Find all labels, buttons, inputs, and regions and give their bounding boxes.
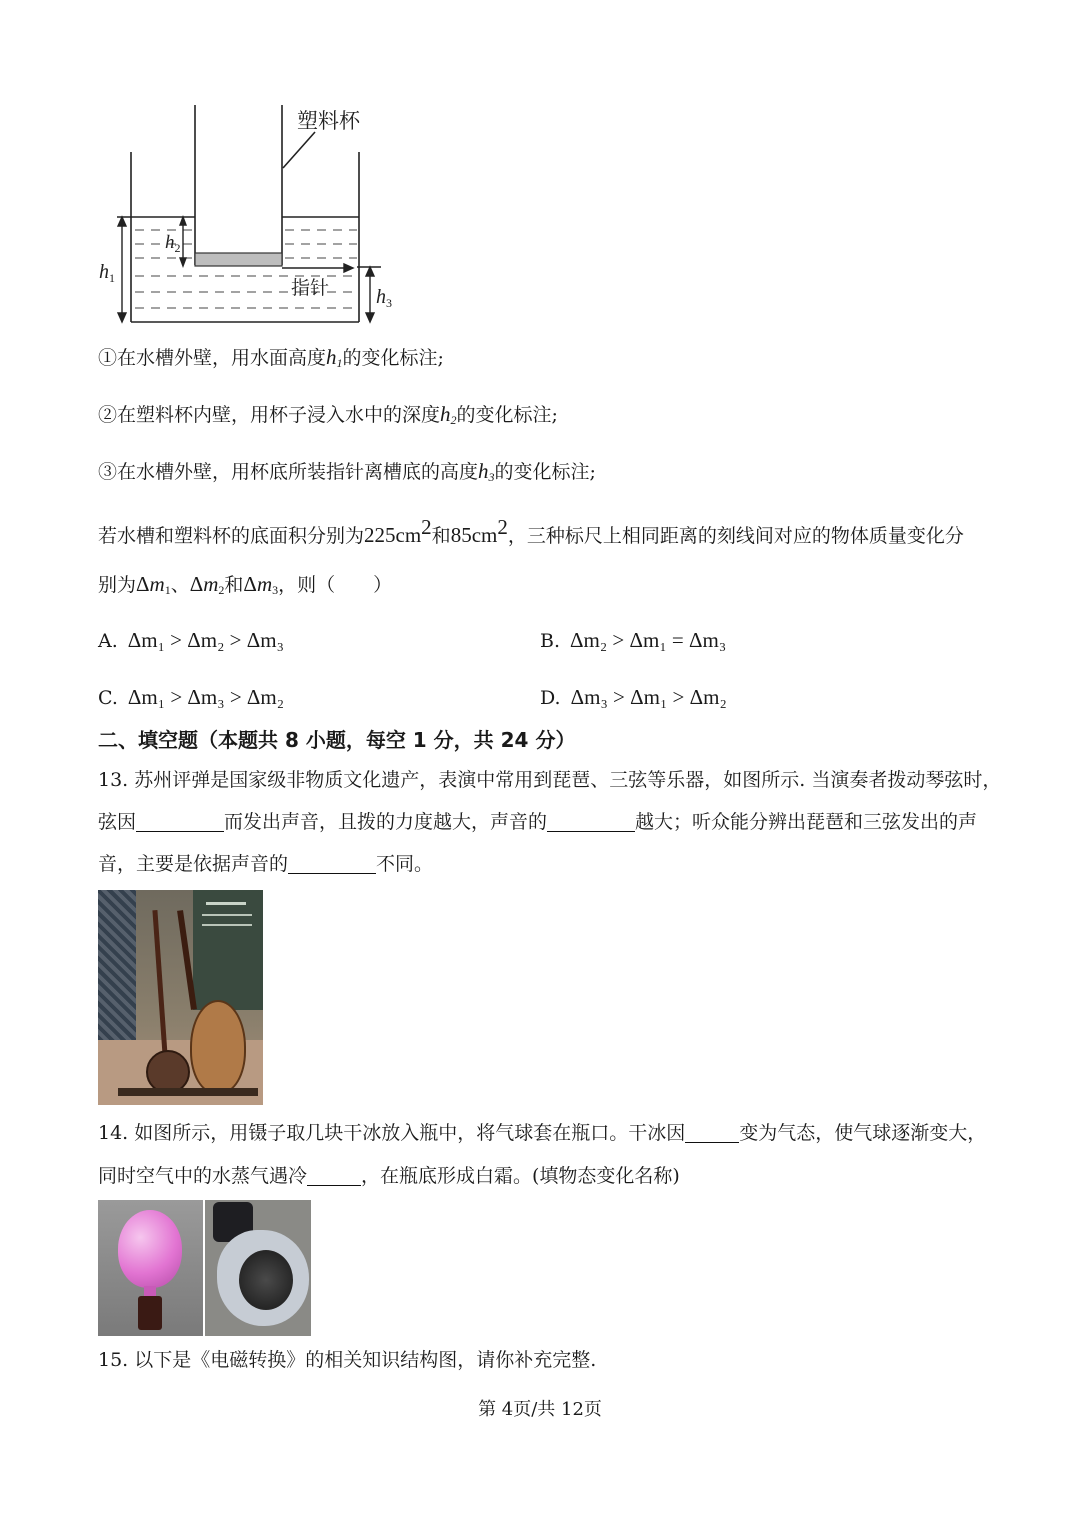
q12-item1: ①在水槽外壁，用水面高度$h_1$的变化标注; — [98, 345, 444, 370]
h3-symbol: $h_3$ — [478, 459, 495, 484]
page-footer: 第 4页/共 12页 — [478, 1399, 602, 1420]
instruments-photo — [98, 890, 263, 1105]
q13-blank-3[interactable] — [288, 855, 376, 874]
h2-sub: 2 — [174, 241, 181, 255]
q12-item2: ②在塑料杯内壁，用杯子浸入水中的深度$h_2$的变化标注; — [98, 402, 558, 427]
h3-sub: 3 — [386, 296, 392, 310]
q15-text: 15. 以下是《电磁转换》的相关知识结构图，请你补充完整. — [98, 1349, 597, 1371]
h1-label: h — [99, 261, 109, 283]
cup-label: 塑料杯 — [297, 109, 360, 133]
q14-line2: 同时空气中的水蒸气遇冷 ，在瓶底形成白霜。(填物态变化名称) — [98, 1165, 680, 1187]
h1-symbol: $h_1$ — [326, 345, 343, 370]
option-a-expr: Δm₁ > Δm₂ > Δm₃ — [127, 628, 284, 652]
q12-question: 别为$\Delta m_1$、$\Delta m_2$和$\Delta m_3$，则（ ） — [98, 572, 393, 597]
q14-line1: 14. 如图所示，用镊子取几块干冰放入瓶中，将气球套在瓶口。干冰因 变为气态，使气球逐渐变大， — [98, 1122, 987, 1144]
option-a[interactable]: A. Δm₁ > Δm₂ > Δm₃ — [98, 628, 284, 652]
q14-blank-1[interactable] — [685, 1124, 739, 1143]
q13-blank-2[interactable] — [547, 813, 635, 832]
q12-item3: ③在水槽外壁，用杯底所装指针离槽底的高度$h_3$的变化标注; — [98, 459, 596, 484]
q13-line1: 13. 苏州评弹是国家级非物质文化遗产，表演中常用到琵琶、三弦等乐器，如图所示. 当演奏者拨动琴弦时， — [98, 769, 1002, 791]
q14-blank-2[interactable] — [307, 1167, 361, 1186]
h1-sub: 1 — [109, 271, 115, 285]
h3-label: h — [376, 286, 386, 308]
option-c-expr: Δm₁ > Δm₃ > Δm₂ — [127, 685, 285, 709]
q13-blank-1[interactable] — [136, 813, 224, 832]
q13-line3: 音，主要是依据声音的 不同。 — [98, 853, 434, 875]
h2-label: h — [165, 232, 175, 253]
frost-photo — [205, 1200, 311, 1336]
h2-symbol: $h_2$ — [440, 402, 457, 427]
option-d[interactable]: D. Δm₃ > Δm₁ > Δm₂ — [540, 685, 727, 709]
option-b-expr: Δm₂ > Δm₁ = Δm₃ — [570, 628, 727, 652]
balloon-photo — [98, 1200, 203, 1336]
svg-text:h1 — [99, 261, 115, 285]
option-d-expr: Δm₃ > Δm₁ > Δm₂ — [570, 685, 727, 709]
option-b[interactable]: B. Δm₂ > Δm₁ = Δm₃ — [540, 628, 727, 652]
option-c[interactable]: C. Δm₁ > Δm₃ > Δm₂ — [98, 685, 285, 709]
q12-condition: 若水槽和塑料杯的底面积分别为$225cm^2$和$85cm^2$，三种标尺上相同距离的刻线间对应的物体质量变化分 — [98, 515, 964, 547]
water-tank-diagram — [95, 100, 405, 330]
svg-text:h3 — [376, 286, 392, 310]
q13-line2: 弦因 而发出声音，且拨的力度越大，声音的 越大；听众能分辨出琵琶和三弦发出的声 — [98, 811, 978, 833]
section-heading: 二、填空题（本题共 8 小题，每空 1 分，共 24 分） — [98, 728, 576, 752]
pointer-label: 指针 — [291, 277, 330, 299]
svg-text:h2 — [165, 232, 181, 255]
